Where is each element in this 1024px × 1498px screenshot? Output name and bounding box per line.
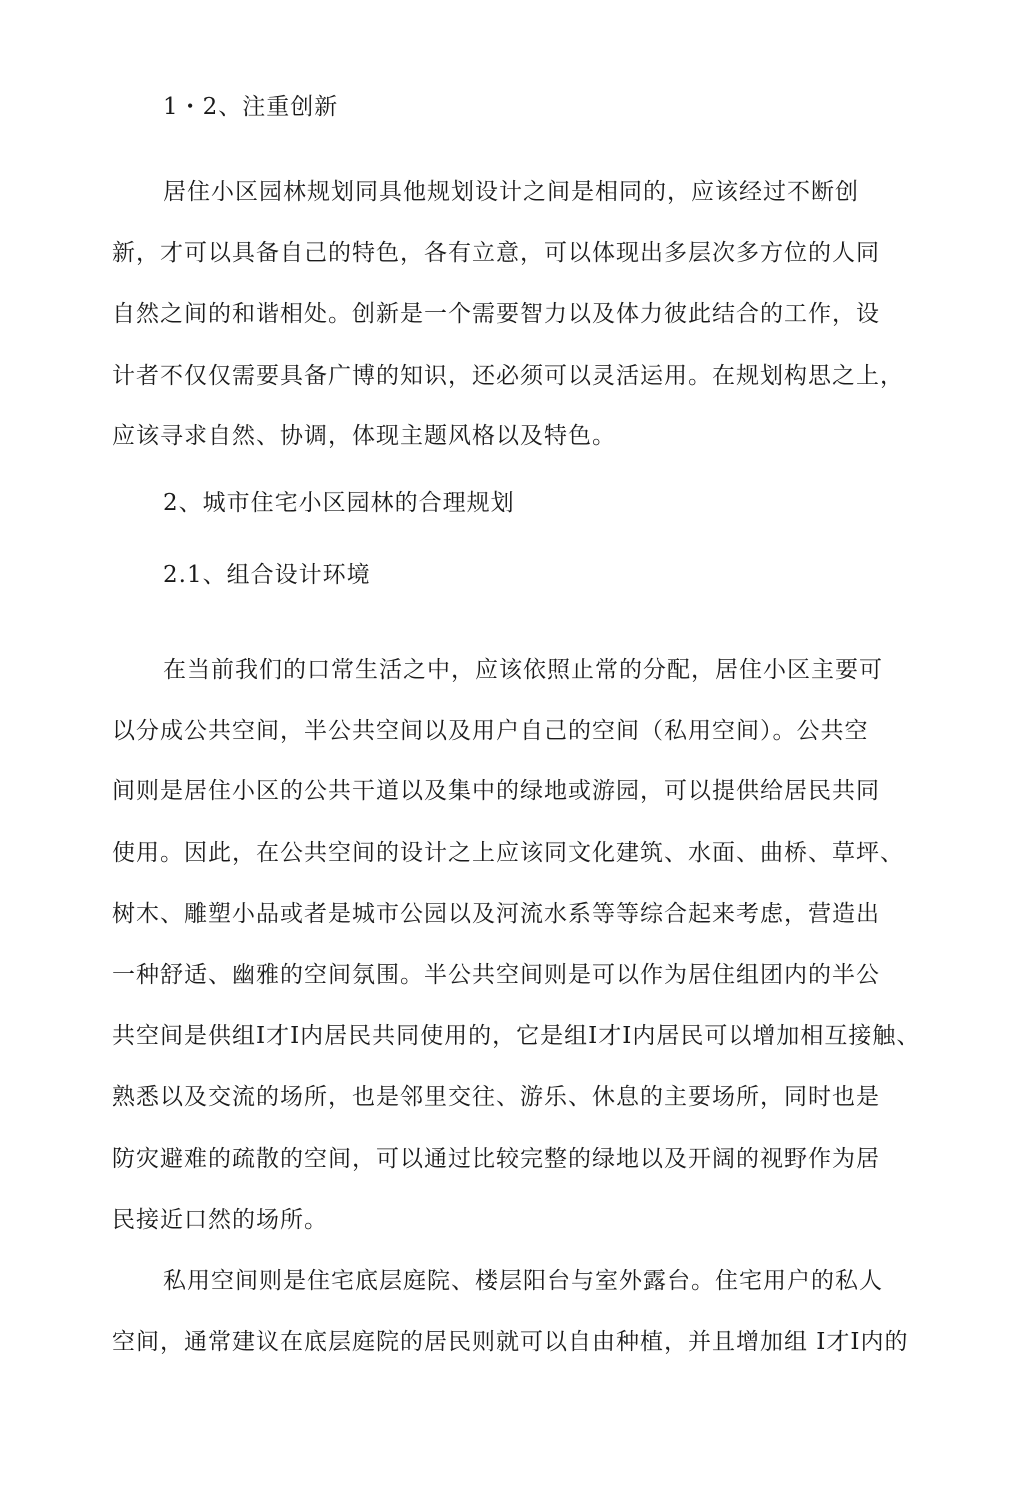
paragraph-line: 民接近口然的场所。 [112,1207,328,1233]
paragraph-line: 共空间是供组I才I内居民共同使用的，它是组I才I内居民可以增加相互接触、 [112,1023,921,1049]
paragraph-line: 自然之间的和谐相处。创新是一个需要智力以及体力彼此结合的工作，设 [112,301,880,327]
paragraph-line: 应该寻求自然、协调，体现主题风格以及特色。 [112,423,616,449]
paragraph-line: 计者不仅仅需要具备广博的知识，还必须可以灵活运用。在规划构思之上， [112,363,904,389]
paragraph-line: 防灾避难的疏散的空间，可以通过比较完整的绿地以及开阔的视野作为居 [112,1146,880,1172]
paragraph-line: 私用空间则是住宅底层庭院、楼层阳台与室外露台。住宅用户的私人 [163,1268,883,1294]
section-heading-2: 2、城市住宅小区园林的合理规划 [163,490,515,516]
paragraph-line: 一种舒适、幽雅的空间氛围。半公共空间则是可以作为居住组团内的半公 [112,962,880,988]
paragraph-line: 空间，通常建议在底层庭院的居民则就可以自由种植，并且增加组 I才I内的 [112,1329,909,1355]
paragraph-line: 以分成公共空间，半公共空间以及用户自己的空间（私用空间）。公共空 [112,718,869,744]
paragraph-line: 在当前我们的口常生活之中，应该依照止常的分配，居住小区主要可 [163,657,883,683]
paragraph-line: 居住小区园林规划同具他规划设计之间是相同的，应该经过不断创 [163,179,859,205]
paragraph-line: 使用。因此，在公共空间的设计之上应该同文化建筑、水面、曲桥、草坪、 [112,840,904,866]
section-heading-1-2: 1・2、注重创新 [163,94,339,120]
section-heading-2-1: 2.1、组合设计环境 [163,562,371,588]
paragraph-line: 树木、雕塑小品或者是城市公园以及河流水系等等综合起来考虑，营造出 [112,901,880,927]
paragraph-line: 新，才可以具备自己的特色，各有立意，可以体现出多层次多方位的人同 [112,240,880,266]
paragraph-line: 间则是居住小区的公共干道以及集中的绿地或游园，可以提供给居民共同 [112,778,880,804]
paragraph-line: 熟悉以及交流的场所，也是邻里交往、游乐、休息的主要场所，同时也是 [112,1084,880,1110]
